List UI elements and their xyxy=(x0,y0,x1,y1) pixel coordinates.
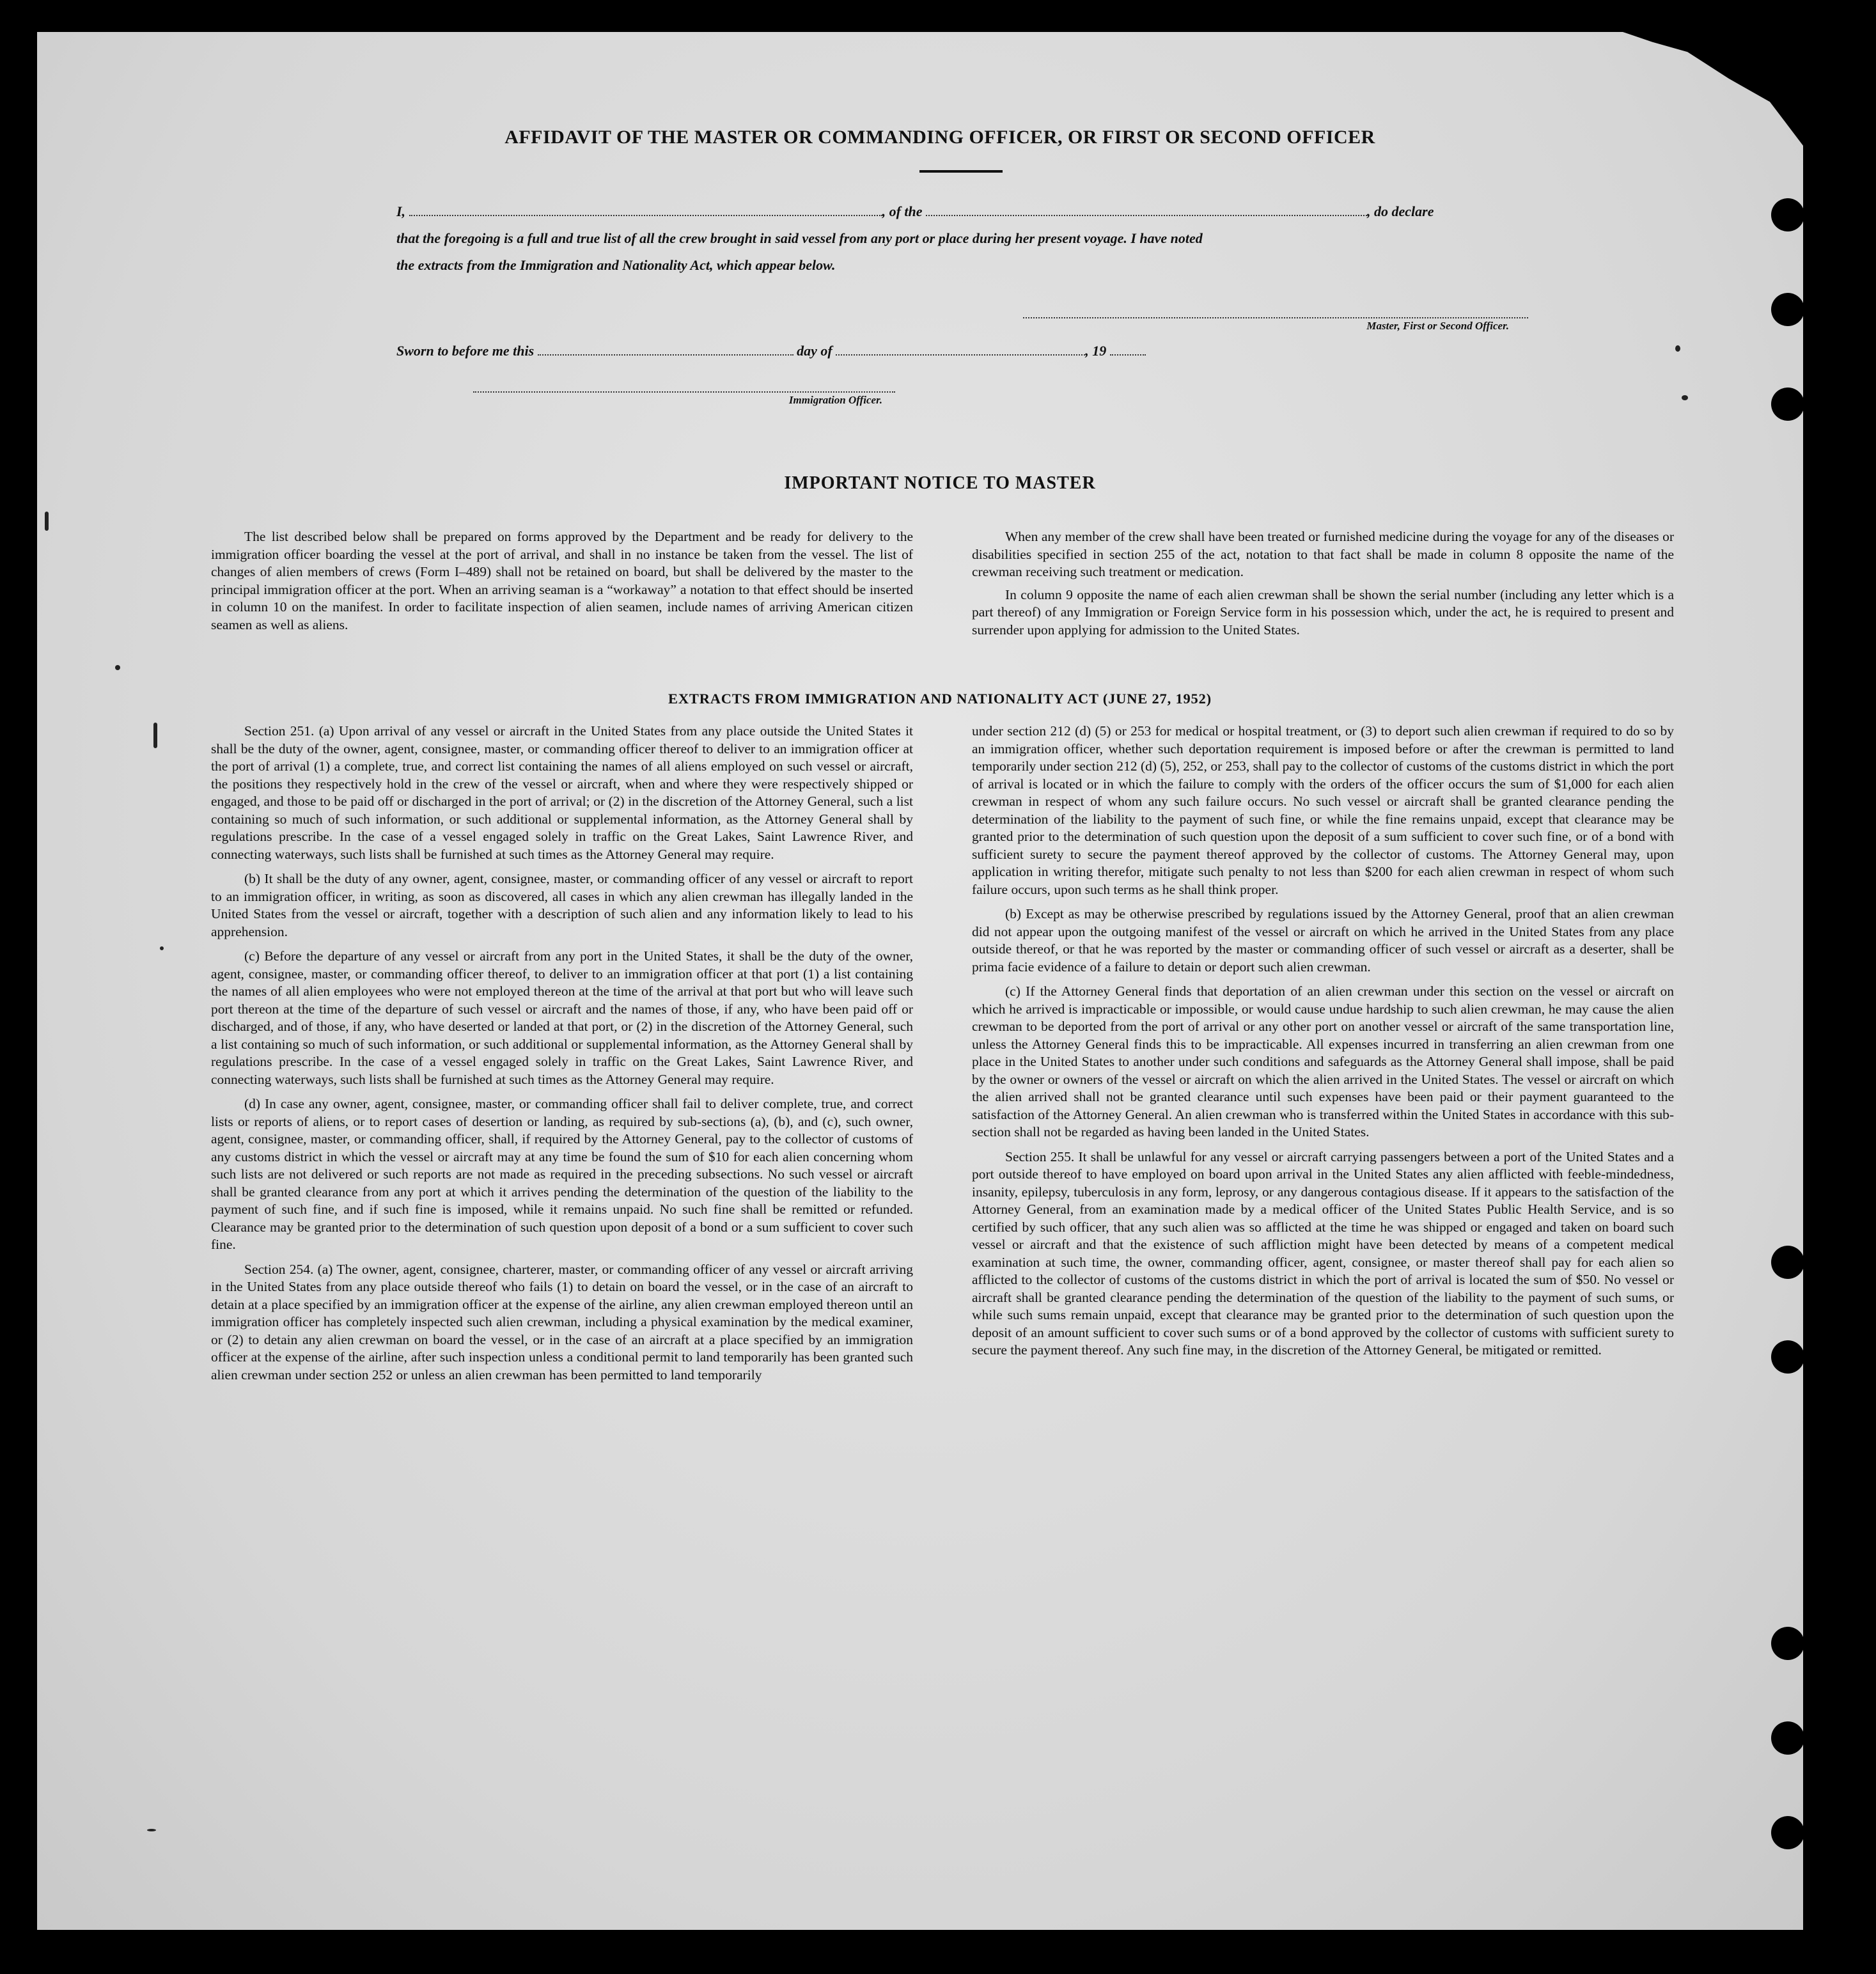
scan-speck xyxy=(115,665,120,670)
scan-speck xyxy=(147,1829,156,1831)
scan-speck xyxy=(160,946,164,950)
do-declare-label: , do declare xyxy=(1367,203,1434,219)
statute-paragraph: Section 254. (a) The owner, agent, consignee, charterer, master, or commanding officer of any vessel or aircraft arriving in the United States from any place outside thereof who fails (1) to detain on board the vessel, or in the case of an aircraft to detain at a place specified by an immigration officer at the expense of the airline, any alien crewman employed thereon until an immigration officer has completely inspected such alien crewman, including a physical examination by the medical examiner, or (2) to detain any alien crewman on board the vessel, or in the case of an aircraft at a place specified by an immigration officer at the expense of the airline, after such inspection unless a conditional permit to land temporarily has been granted such alien crewman under section 252 or unless an alien crewman has been permitted to land temporarily xyxy=(211,1261,913,1383)
binder-hole xyxy=(1771,1340,1804,1374)
notice-left-column xyxy=(211,528,913,641)
i-label: I, xyxy=(396,203,406,219)
statute-paragraph: (b) It shall be the duty of any owner, agent, consignee, master, or commanding officer of any vessel or aircraft to report to an immigration officer, in writing, as soon as discovered, all cases in which any alien crewman has illegally landed in the United States from the vessel or aircraft, together with a description of such alien and any information likely to lead to his apprehension. xyxy=(211,871,913,939)
statute-paragraph: Section 251. (a) Upon arrival of any vessel or aircraft in the United States from any place outside the United States it shall be the duty of the owner, agent, consignee, master, or commanding officer thereof to deliver to an immigration officer at the port of arrival (1) a complete, true, and correct list containing the names of all aliens employed on such vessel or aircraft, the positions they respectively hold in the crew of the vessel or aircraft, when and where they were respectively shipped or engaged, and those to be paid off or discharged in the port of arrival; or (2) in the discretion of the Attorney General, such a list containing so much of such information, or such additional or supplemental information, as the Attorney General shall by regulations prescribe. In the case of a vessel engaged solely in traffic on the Great Lakes, Saint Lawrence River, and connecting waterways, such lists shall be furnished at such times as the Attorney General may require. xyxy=(211,723,913,862)
of-the-label: , of the xyxy=(882,203,923,219)
notice-title: IMPORTANT NOTICE TO MASTER xyxy=(784,473,1096,493)
notice-right-column xyxy=(972,528,1674,646)
day-of-label: day of xyxy=(797,343,832,359)
statute-paragraph: (d) In case any owner, agent, consignee, master, or commanding officer shall fail to deliver complete, true, and correct lists or reports of aliens, or to report cases of desertion or landing, as required by sub-sections (a), (b), and (c), such owner, agent, consignee, master, or commanding officer, shall, if required by the Attorney General, pay to the collector of customs of any customs district in which the vessel or aircraft may at any time be found the sum of $10 for each alien concerning whom such lists are not delivered or such reports are not made as required in the preceding subsections. No such vessel or aircraft shall be granted clearance from any port at which it arrives pending the determination of the question of the liability to the payment of such fine, and if such fine is imposed, while it remains unpaid. No such fine shall be remitted or refunded. Clearance may be granted prior to the determination of such question upon deposit of a bond or a sum sufficient to cover such fine. xyxy=(211,1096,913,1252)
affidavit-title: AFFIDAVIT OF THE MASTER OR COMMANDING OFFICER, OR FIRST OR SECOND OFFICER xyxy=(504,127,1375,148)
extracts-title: EXTRACTS FROM IMMIGRATION AND NATIONALITY ACT (JUNE 27, 1952) xyxy=(668,691,1212,707)
affidavit-statement-line: that the foregoing is a full and true list of all the crew brought in said vessel from any port or place during her present voyage. I have noted xyxy=(396,230,1203,246)
binder-hole xyxy=(1771,1627,1804,1660)
affidavit-statement-line-2: the extracts from the Immigration and Nationality Act, which appear below. xyxy=(396,257,836,273)
notice-paragraph: The list described below shall be prepared on forms approved by the Department and be ready for delivery to the immigration officer boarding the vessel at the port of arrival, and shall in no instance be taken from the vessel. The list of changes of alien members of crews (Form I–489) shall not be retained on board, but shall be delivered by the master to the principal immigration officer at the port. When an arriving seaman is a “workaway” a notation to that effect should be inserted in column 10 on the manifest. In order to facilitate inspection of alien seamen, include names of arriving American citizen seamen as well as aliens. xyxy=(211,529,913,632)
master-signature-label: Master, First or Second Officer. xyxy=(1366,320,1509,332)
extracts-right-column xyxy=(972,723,1674,1367)
scan-speck xyxy=(45,512,49,531)
statute-paragraph: (c) Before the departure of any vessel or aircraft from any port in the United States, it shall be the duty of the owner, agent, consignee, master, or commanding officer thereof, to deliver to an immigration officer at that port (1) a list containing the names of all alien employees who were not employed thereon at the time of the arrival at that port but who will leave such port thereon at the time of the departure of such vessel or aircraft and the names of those, if any, who have been paid off or discharged, and of those, if any, who have deserted or landed at that port, or (2) in the discretion of the Attorney General, such a list containing so much of such information, or such additional or supplemental information, as the Attorney General shall by regulations prescribe. In the case of a vessel engaged solely in traffic on the Great Lakes, Saint Lawrence River, and connecting waterways, such lists shall be furnished at such times as the Attorney General may require. xyxy=(211,948,913,1087)
statute-paragraph: (b) Except as may be otherwise prescribed by regulations issued by the Attorney General, proof that an alien crewman did not appear upon the outgoing manifest of the vessel or aircraft on which he arrived in the United States from any place outside thereof, or that he was reported by the master or commanding officer of such vessel or aircraft as a deserter, shall be prima facie evidence of a failure to detain or deport such alien crewman. xyxy=(972,906,1674,975)
sworn-prefix: Sworn to before me this xyxy=(396,343,535,359)
sworn-day-blank xyxy=(538,344,793,356)
affidavit-declaration-line xyxy=(396,203,1528,220)
sworn-month-blank xyxy=(836,344,1085,356)
binder-hole xyxy=(1771,1721,1804,1755)
statute-paragraph: Section 255. It shall be unlawful for any vessel or aircraft carrying passengers between a port of the United States and a port outside thereof to have employed on board upon arrival in the United States any alien afflicted with feeble-mindedness, insanity, epilepsy, tuberculosis in any form, leprosy, or any dangerous contagious disease. If it appears to the satisfaction of the Attorney General, from an examination made by a medical officer of the United States Public Health Service, and is so certified by such officer, that any such alien was so afflicted at the time he was shipped or engaged and taken on board such vessel or aircraft and that the existence of such affliction might have been detected by means of a competent medical examination at such time, the owner, commanding officer, agent, consignee, or master thereof shall pay for each alien so afflicted to the collector of customs of the customs district in which the port of arrival is located the sum of $50. No vessel or aircraft shall be granted clearance pending the determination of the question of the liability to the payment of such sums, or while such sums remain unpaid, except that clearance may be granted prior to the determination of such question upon the deposit of an amount sufficient to cover such sums or of a bond approved by the collector of customs with sufficient surety to secure the payment thereof. Any such fine may, in the discretion of the Attorney General, be mitigated or remitted. xyxy=(972,1148,1674,1358)
sworn-line xyxy=(396,343,1528,359)
extracts-left-column xyxy=(211,723,913,1391)
officer-signature-label: Immigration Officer. xyxy=(788,394,882,406)
binder-hole xyxy=(1771,388,1804,421)
name-blank xyxy=(409,205,882,216)
binder-hole xyxy=(1771,198,1804,231)
scan-speck xyxy=(1682,395,1688,400)
notice-paragraph: In column 9 opposite the name of each alien crewman shall be shown the serial number (including any letter which is a part thereof) of any Immigration or Foreign Service form in his possession which, under the act, he is required to present and surrender upon applying for admission to the United States. xyxy=(972,586,1674,638)
title-rule xyxy=(919,170,1003,173)
statute-paragraph: (c) If the Attorney General finds that deportation of an alien crewman under this section on the vessel or aircraft on which he arrived is impracticable or impossible, or would cause undue hardship to such alien crewman, he may cause the alien crewman to be deported from the port of arrival or any other port on another vessel or aircraft of the same transportation line, unless the Attorney General finds this to be impracticable. All expenses incurred in transferring an alien crewman from one place in the United States to another under such conditions and safeguards as the Attorney General shall impose, shall be paid by the owner or owners of the vessel or aircraft on which the alien arrived in the United States. The vessel or aircraft on which the alien arrived shall not be granted clearance until such expenses have been paid or their payment guaranteed to the satisfaction of the Attorney General. An alien crewman who is transferred within the United States in accordance with this sub-section shall not be regarded as having been landed in the United States. xyxy=(972,983,1674,1140)
binder-hole xyxy=(1771,1246,1804,1279)
vessel-blank xyxy=(926,205,1367,216)
sworn-year-blank xyxy=(1110,344,1146,356)
year-label: , 19 xyxy=(1085,343,1107,359)
binder-hole xyxy=(1771,293,1804,326)
notice-paragraph: When any member of the crew shall have been treated or furnished medicine during the voyage for any of the diseases or disabilities specified in section 255 of the act, notation to that fact shall be made in column 8 opposite the name of the crewman receiving such treatment or medication. xyxy=(972,529,1674,579)
statute-paragraph: under section 212 (d) (5) or 253 for medical or hospital treatment, or (3) to deport such alien crewman if required to do so by an immigration officer, whether such deportation requirement is imposed before or after the crewman is permitted to land temporarily under section 212 (d) (5), 252, or 253, shall pay to the collector of customs of the customs district in which the port of arrival is located or in which the failure to comply with the orders of the officer occurs the sum of $1,000 for each alien crewman in respect of whom any such failure occurs. No such vessel or aircraft shall be granted clearance pending the determination of the liability to the payment of such fine, or while the fine remains unpaid, except that clearance may be granted prior to the determination of such question upon the deposit of a sum sufficient to cover such fine, or of a bond with sufficient surety to secure the payment thereof approved by the collector of customs. The Attorney General may, upon application in writing therefor, mitigate such penalty to not less than $200 for each alien crewman in respect of whom such failure occurs, upon such terms as he shall think proper. xyxy=(972,723,1674,897)
scan-speck xyxy=(1675,345,1680,352)
binder-hole xyxy=(1771,1816,1804,1849)
scan-speck xyxy=(153,723,157,748)
